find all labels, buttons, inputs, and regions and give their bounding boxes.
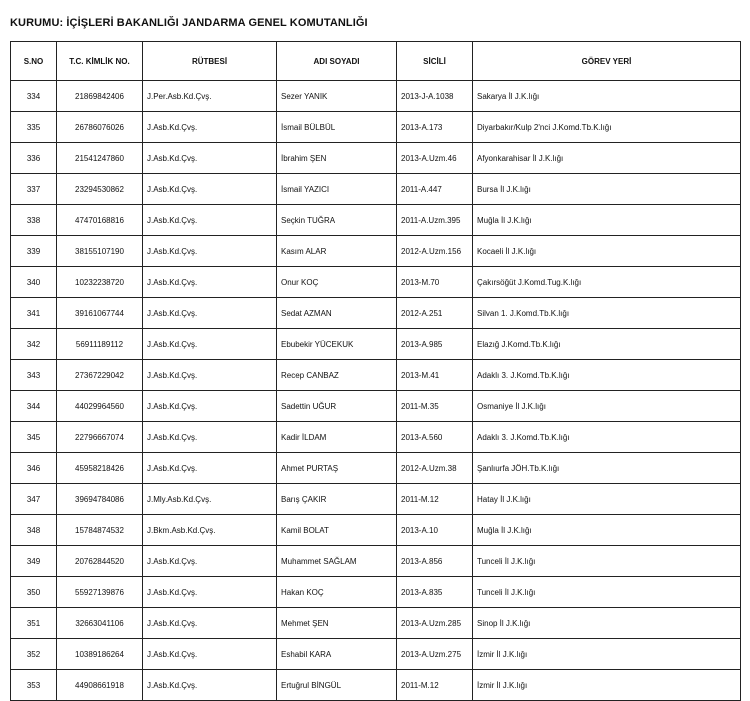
cell-rutbe: J.Asb.Kd.Çvş.	[143, 577, 277, 608]
cell-rutbe: J.Asb.Kd.Çvş.	[143, 360, 277, 391]
cell-gorev-yeri: Kocaeli İl J.K.lığı	[473, 236, 741, 267]
cell-tc-kimlik: 26786076026	[57, 112, 143, 143]
cell-sicil: 2012-A.Uzm.156	[397, 236, 473, 267]
cell-gorev-yeri: Hatay İl J.K.lığı	[473, 484, 741, 515]
column-header-tc: T.C. KİMLİK NO.	[57, 42, 143, 81]
document-title: KURUMU: İÇİŞLERİ BAKANLIĞI JANDARMA GENEL KOMUTANLIĞI	[10, 17, 368, 29]
table-row	[11, 608, 741, 639]
cell-sno: 340	[11, 267, 57, 298]
table-row	[11, 360, 741, 391]
cell-rutbe: J.Asb.Kd.Çvş.	[143, 236, 277, 267]
cell-tc-kimlik: 32663041106	[57, 608, 143, 639]
cell-sno: 338	[11, 205, 57, 236]
cell-ad-soyad: İsmail BÜLBÜL	[277, 112, 397, 143]
table-header-row	[11, 42, 741, 81]
cell-rutbe: J.Asb.Kd.Çvş.	[143, 174, 277, 205]
cell-sicil: 2013-A.Uzm.275	[397, 639, 473, 670]
cell-gorev-yeri: Muğla İl J.K.lığı	[473, 515, 741, 546]
cell-sicil: 2012-A.Uzm.38	[397, 453, 473, 484]
cell-ad-soyad: Kadir İLDAM	[277, 422, 397, 453]
cell-sno: 347	[11, 484, 57, 515]
cell-tc-kimlik: 21869842406	[57, 81, 143, 112]
cell-ad-soyad: Muhammet SAĞLAM	[277, 546, 397, 577]
cell-sicil: 2011-M.12	[397, 670, 473, 701]
cell-tc-kimlik: 44908661918	[57, 670, 143, 701]
cell-sno: 349	[11, 546, 57, 577]
table-row	[11, 174, 741, 205]
cell-sno: 344	[11, 391, 57, 422]
table-row	[11, 143, 741, 174]
table-row	[11, 81, 741, 112]
column-header-ad-soyad: ADI SOYADI	[277, 42, 397, 81]
cell-tc-kimlik: 56911189112	[57, 329, 143, 360]
cell-tc-kimlik: 27367229042	[57, 360, 143, 391]
table-row	[11, 391, 741, 422]
cell-ad-soyad: İsmail YAZICI	[277, 174, 397, 205]
cell-tc-kimlik: 55927139876	[57, 577, 143, 608]
cell-sno: 341	[11, 298, 57, 329]
cell-rutbe: J.Per.Asb.Kd.Çvş.	[143, 81, 277, 112]
cell-sno: 345	[11, 422, 57, 453]
cell-rutbe: J.Asb.Kd.Çvş.	[143, 267, 277, 298]
cell-sno: 336	[11, 143, 57, 174]
cell-sicil: 2013-M.70	[397, 267, 473, 298]
cell-sicil: 2013-A.Uzm.46	[397, 143, 473, 174]
table-row	[11, 329, 741, 360]
cell-ad-soyad: Sadettin UĞUR	[277, 391, 397, 422]
cell-gorev-yeri: Çakırsöğüt J.Komd.Tug.K.lığı	[473, 267, 741, 298]
cell-rutbe: J.Asb.Kd.Çvş.	[143, 143, 277, 174]
cell-sicil: 2013-A.10	[397, 515, 473, 546]
cell-ad-soyad: Kamil BOLAT	[277, 515, 397, 546]
cell-ad-soyad: Sedat AZMAN	[277, 298, 397, 329]
cell-sno: 343	[11, 360, 57, 391]
table-row	[11, 639, 741, 670]
cell-sicil: 2013-A.856	[397, 546, 473, 577]
cell-gorev-yeri: Tunceli İl J.K.lığı	[473, 546, 741, 577]
table-row	[11, 236, 741, 267]
table-body	[11, 81, 741, 701]
cell-gorev-yeri: Osmaniye İl J.K.lığı	[473, 391, 741, 422]
table-row	[11, 205, 741, 236]
cell-sno: 339	[11, 236, 57, 267]
table-row	[11, 453, 741, 484]
cell-sicil: 2013-A.835	[397, 577, 473, 608]
column-header-gorev-yeri: GÖREV YERİ	[473, 42, 741, 81]
cell-tc-kimlik: 20762844520	[57, 546, 143, 577]
cell-gorev-yeri: Silvan 1. J.Komd.Tb.K.lığı	[473, 298, 741, 329]
column-header-sicil: SİCİLİ	[397, 42, 473, 81]
cell-rutbe: J.Bkm.Asb.Kd.Çvş.	[143, 515, 277, 546]
cell-gorev-yeri: Sinop İl J.K.lığı	[473, 608, 741, 639]
table-row	[11, 515, 741, 546]
cell-sno: 342	[11, 329, 57, 360]
cell-rutbe: J.Asb.Kd.Çvş.	[143, 639, 277, 670]
cell-gorev-yeri: Bursa İl J.K.lığı	[473, 174, 741, 205]
cell-tc-kimlik: 23294530862	[57, 174, 143, 205]
cell-tc-kimlik: 10389186264	[57, 639, 143, 670]
cell-gorev-yeri: Tunceli İl J.K.lığı	[473, 577, 741, 608]
cell-sno: 335	[11, 112, 57, 143]
cell-gorev-yeri: Adaklı 3. J.Komd.Tb.K.lığı	[473, 422, 741, 453]
cell-gorev-yeri: İzmir İl J.K.lığı	[473, 670, 741, 701]
cell-rutbe: J.Asb.Kd.Çvş.	[143, 453, 277, 484]
cell-sicil: 2011-A.Uzm.395	[397, 205, 473, 236]
cell-sno: 352	[11, 639, 57, 670]
cell-tc-kimlik: 39694784086	[57, 484, 143, 515]
cell-tc-kimlik: 21541247860	[57, 143, 143, 174]
cell-sno: 348	[11, 515, 57, 546]
column-header-rutbe: RÜTBESİ	[143, 42, 277, 81]
cell-tc-kimlik: 10232238720	[57, 267, 143, 298]
cell-sicil: 2013-A.560	[397, 422, 473, 453]
cell-tc-kimlik: 22796667074	[57, 422, 143, 453]
cell-rutbe: J.Asb.Kd.Çvş.	[143, 422, 277, 453]
cell-rutbe: J.Asb.Kd.Çvş.	[143, 329, 277, 360]
cell-sicil: 2013-M.41	[397, 360, 473, 391]
cell-tc-kimlik: 47470168816	[57, 205, 143, 236]
cell-gorev-yeri: Şanlıurfa JÖH.Tb.K.lığı	[473, 453, 741, 484]
cell-sno: 353	[11, 670, 57, 701]
cell-ad-soyad: Mehmet ŞEN	[277, 608, 397, 639]
cell-sicil: 2011-M.35	[397, 391, 473, 422]
cell-rutbe: J.Asb.Kd.Çvş.	[143, 391, 277, 422]
cell-ad-soyad: Onur KOÇ	[277, 267, 397, 298]
cell-tc-kimlik: 39161067744	[57, 298, 143, 329]
cell-gorev-yeri: Muğla İl J.K.lığı	[473, 205, 741, 236]
cell-gorev-yeri: Afyonkarahisar İl J.K.lığı	[473, 143, 741, 174]
cell-gorev-yeri: Adaklı 3. J.Komd.Tb.K.lığı	[473, 360, 741, 391]
cell-rutbe: J.Asb.Kd.Çvş.	[143, 112, 277, 143]
cell-sno: 351	[11, 608, 57, 639]
cell-rutbe: J.Asb.Kd.Çvş.	[143, 670, 277, 701]
cell-rutbe: J.Asb.Kd.Çvş.	[143, 298, 277, 329]
cell-ad-soyad: Ertuğrul BİNGÜL	[277, 670, 397, 701]
cell-ad-soyad: Eshabil KARA	[277, 639, 397, 670]
table-row	[11, 670, 741, 701]
table-row	[11, 484, 741, 515]
cell-sicil: 2013-A.173	[397, 112, 473, 143]
column-header-sno: S.NO	[11, 42, 57, 81]
table-row	[11, 546, 741, 577]
cell-tc-kimlik: 45958218426	[57, 453, 143, 484]
cell-tc-kimlik: 15784874532	[57, 515, 143, 546]
cell-ad-soyad: Kasım ALAR	[277, 236, 397, 267]
cell-gorev-yeri: Sakarya İl J.K.lığı	[473, 81, 741, 112]
table-row	[11, 422, 741, 453]
cell-rutbe: J.Asb.Kd.Çvş.	[143, 205, 277, 236]
cell-sicil: 2013-J-A.1038	[397, 81, 473, 112]
table-row	[11, 267, 741, 298]
cell-sicil: 2011-A.447	[397, 174, 473, 205]
table-row	[11, 112, 741, 143]
cell-ad-soyad: Ahmet PURTAŞ	[277, 453, 397, 484]
cell-ad-soyad: Seçkin TUĞRA	[277, 205, 397, 236]
cell-tc-kimlik: 38155107190	[57, 236, 143, 267]
cell-rutbe: J.Mly.Asb.Kd.Çvş.	[143, 484, 277, 515]
cell-sno: 346	[11, 453, 57, 484]
cell-ad-soyad: Ebubekir YÜCEKUK	[277, 329, 397, 360]
cell-ad-soyad: Recep CANBAZ	[277, 360, 397, 391]
cell-sno: 334	[11, 81, 57, 112]
cell-sicil: 2011-M.12	[397, 484, 473, 515]
table-row	[11, 577, 741, 608]
personnel-table	[10, 41, 741, 701]
cell-rutbe: J.Asb.Kd.Çvş.	[143, 546, 277, 577]
cell-tc-kimlik: 44029964560	[57, 391, 143, 422]
cell-rutbe: J.Asb.Kd.Çvş.	[143, 608, 277, 639]
cell-sicil: 2012-A.251	[397, 298, 473, 329]
cell-ad-soyad: Barış ÇAKIR	[277, 484, 397, 515]
table-row	[11, 298, 741, 329]
cell-gorev-yeri: Diyarbakır/Kulp 2'nci J.Komd.Tb.K.lığı	[473, 112, 741, 143]
cell-sno: 337	[11, 174, 57, 205]
cell-ad-soyad: Sezer YANIK	[277, 81, 397, 112]
cell-gorev-yeri: İzmir İl J.K.lığı	[473, 639, 741, 670]
cell-ad-soyad: Hakan KOÇ	[277, 577, 397, 608]
cell-gorev-yeri: Elazığ J.Komd.Tb.K.lığı	[473, 329, 741, 360]
cell-ad-soyad: İbrahim ŞEN	[277, 143, 397, 174]
cell-sicil: 2013-A.Uzm.285	[397, 608, 473, 639]
cell-sno: 350	[11, 577, 57, 608]
cell-sicil: 2013-A.985	[397, 329, 473, 360]
